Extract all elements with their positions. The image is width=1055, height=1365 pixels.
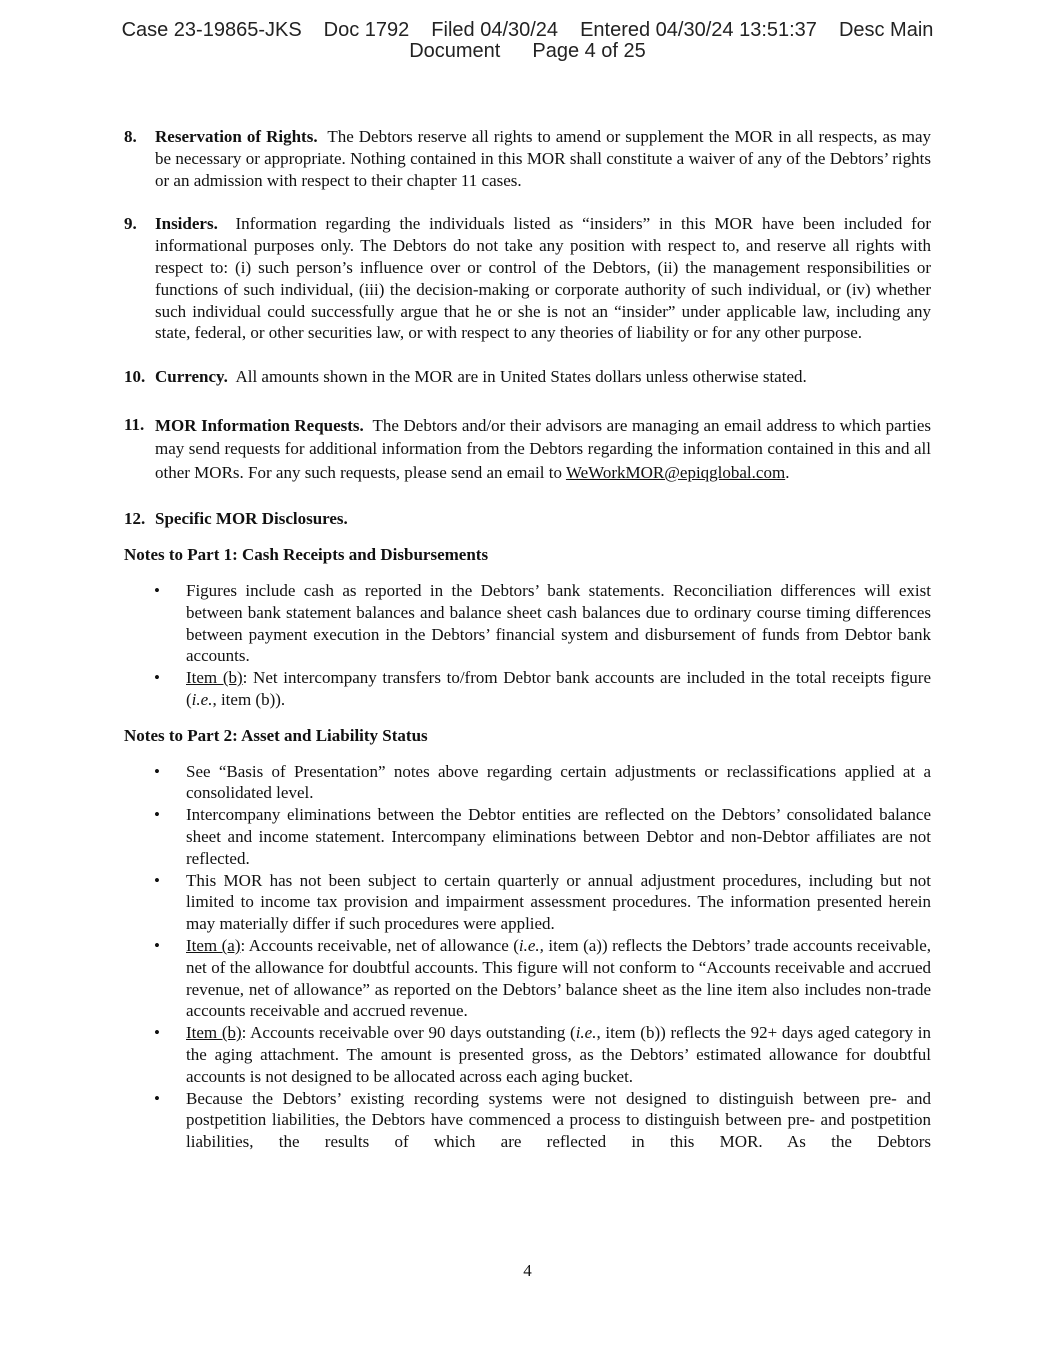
email-link[interactable]: WeWorkMOR@epiqglobal.com xyxy=(565,462,786,482)
list-item xyxy=(124,804,931,869)
bullet-text-end: , item (b)). xyxy=(212,690,286,710)
ie-text: i.e., xyxy=(518,936,544,956)
ie-text: i.e. xyxy=(575,1023,597,1043)
section-11 xyxy=(124,414,931,485)
part1-heading: Notes to Part 1: Cash Receipts and Disbursements xyxy=(124,545,489,565)
bullet-icon: • xyxy=(154,805,160,825)
section-number: 12. xyxy=(124,509,146,529)
court-header xyxy=(0,20,1055,62)
section-10 xyxy=(124,366,931,388)
description: Desc Main xyxy=(838,19,934,41)
bullet-text: Intercompany eliminations between the Debtor entities are reflected on the Debtors’ consolidated balance sheet and income statement. Intercompany eliminations between Debtor and non-Debtor affiliates are not reflected. xyxy=(186,805,931,868)
doc-number: Doc 1792 xyxy=(323,19,410,41)
ie-text: i.e. xyxy=(191,690,213,710)
bullet-text-end: , item (b)) reflects the 92+ days aged category in the aging attachment. The amount is presented gross, as the Debtors’ estimated allowance for doubtful accounts is not designed to be allocated across each aging bucket. xyxy=(186,1023,931,1086)
bullet-icon: • xyxy=(154,1023,160,1043)
bullet-text: : Accounts receivable over 90 days outstanding ( xyxy=(241,1023,576,1043)
list-item xyxy=(124,667,931,711)
bullet-icon: • xyxy=(154,936,160,956)
section-number: 11. xyxy=(124,414,145,434)
list-item xyxy=(124,1088,931,1153)
section-title: Insiders. xyxy=(155,214,218,234)
page-number: 4 xyxy=(523,1261,532,1280)
bullet-text: This MOR has not been subject to certain quarterly or annual adjustment procedures, including but not limited to income tax provision and impairment assessment procedures. The information presented herein may materially differ if such procedures were applied. xyxy=(186,870,931,934)
section-title: Specific MOR Disclosures. xyxy=(155,509,348,529)
bullet-icon: • xyxy=(154,1088,160,1108)
bullet-text: Because the Debtors’ existing recording systems were not designed to distinguish between pre- and postpetition liabilities, the Debtors have commenced a process to distinguish between pre- and postpetition liabilities, the results of which are reflected in this MOR. As the Debtors xyxy=(186,1088,931,1152)
list-item xyxy=(124,580,931,667)
bullet-text: Figures include cash as reported in the Debtors’ bank statements. Reconciliation differences will exist between bank statement balances and balance sheet cash balances due to ordinary course timing differences between payment execution in the Debtors’ financial system and disbursement of funds from Debtor bank accounts. xyxy=(186,581,931,666)
bullet-text: See “Basis of Presentation” notes above regarding certain adjustments or reclassifications applied at a consolidated level. xyxy=(186,761,931,803)
section-title: Currency. xyxy=(155,367,228,387)
item-label: Item (b) xyxy=(186,668,243,688)
section-title: MOR Information Requests. xyxy=(155,415,364,435)
section-text: The Debtors and/or their advisors are managing an email address to which parties may send requests for additional information from the Debtors regarding the information contained in this and all other MORs. For any such requests, please send an email to xyxy=(155,415,931,482)
bullet-icon: • xyxy=(154,761,160,781)
bullet-text: : Accounts receivable, net of allowance ( xyxy=(240,936,519,956)
item-label: Item (b) xyxy=(186,1023,242,1043)
document-body xyxy=(124,126,931,1153)
list-item xyxy=(124,761,931,805)
part1-bullets xyxy=(124,580,931,711)
header-line-2 xyxy=(0,41,1055,62)
section-8 xyxy=(124,126,931,191)
section-number: 10. xyxy=(124,367,146,387)
section-9 xyxy=(124,213,931,344)
section-text: The Debtors reserve all rights to amend or supplement the MOR in all respects, as may be necessary or appropriate. Nothing contained in this MOR shall constitute a waiver of any of the Debtors’ rights or an admission with respect to their chapter 11 cases. xyxy=(155,127,931,190)
part2-bullets xyxy=(124,761,931,1153)
section-text: Information regarding the individuals listed as “insiders” in this MOR have been included for informational purposes only. The Debtors do not take any position with respect to, and reserve all rights with respect to: (i) such person’s influence over or control of the Debtors, (ii) the management responsibilities or functions of such individual, (iii) the decision-making or corporate authority of such individual, or (iv) whether such individual could successfully argue that he or she is not an “insider” under applicable law, including any state, federal, or other securities law, or with respect to any theories of liability or for any other purpose. xyxy=(155,214,932,343)
bullet-icon: • xyxy=(154,581,160,601)
period: . xyxy=(785,462,790,482)
section-number: 9. xyxy=(124,214,137,234)
section-number: 8. xyxy=(124,127,137,146)
bullet-text-end: item (a)) reflects the Debtors’ trade accounts receivable, net of the allowance for doubtful accounts. This figure will not conform to “Accounts receivable and accrued revenue, net of allowance” as reported on the Debtors’ balance sheet as the line item also includes non-trade accounts receivable and accrued revenue. xyxy=(186,936,931,1021)
document-label: Document xyxy=(409,40,501,62)
entered-date: Entered 04/30/24 13:51:37 xyxy=(580,19,817,41)
case-number: Case 23-19865-JKS xyxy=(121,19,302,41)
part2-heading: Notes to Part 2: Asset and Liability Status xyxy=(124,725,428,745)
bullet-text: : Net intercompany transfers to/from Debtor bank accounts are included in the total receipts figure ( xyxy=(186,668,931,710)
section-12 xyxy=(124,508,931,530)
list-item xyxy=(124,870,931,935)
header-line-1 xyxy=(0,20,1055,41)
bullet-icon: • xyxy=(154,668,160,688)
bullet-icon: • xyxy=(154,870,160,890)
page-of: Page 4 of 25 xyxy=(532,40,646,62)
filed-date: Filed 04/30/24 xyxy=(431,19,559,41)
list-item xyxy=(124,1022,931,1087)
section-text: All amounts shown in the MOR are in United States dollars unless otherwise stated. xyxy=(235,367,807,387)
section-title: Reservation of Rights. xyxy=(155,127,318,146)
list-item xyxy=(124,935,931,1022)
item-label: Item (a) xyxy=(186,936,241,956)
